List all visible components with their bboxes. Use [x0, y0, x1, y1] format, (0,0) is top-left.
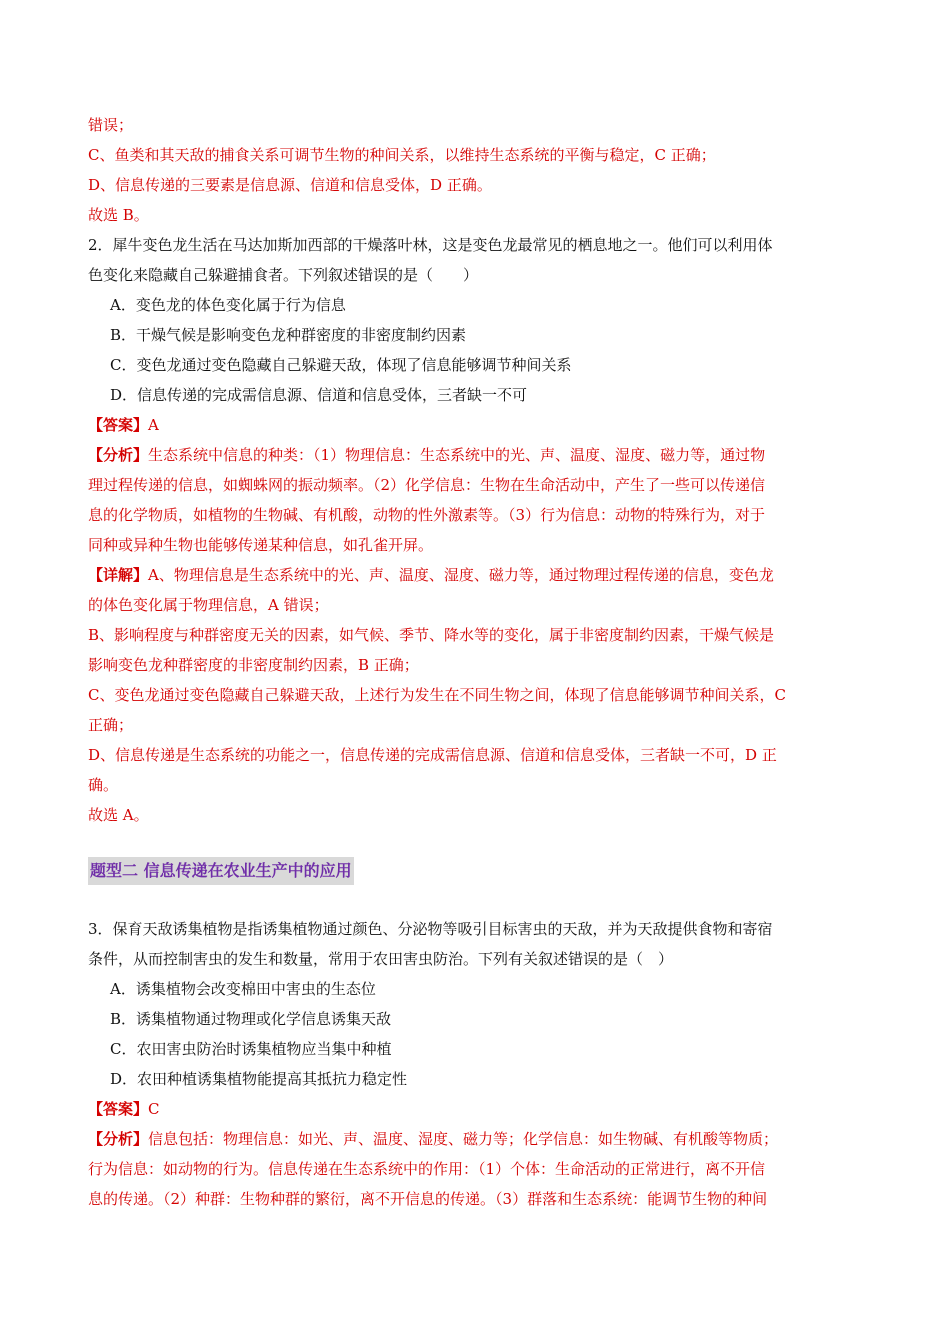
previous-explanation	[88, 110, 863, 230]
detail-line: 影响变色龙种群密度的非密度制约因素，B 正确；	[88, 656, 419, 674]
detail-line: 故选 A。	[88, 806, 149, 824]
detail-line: 正确；	[88, 716, 134, 734]
answer-tag: 【答案】	[88, 416, 149, 434]
question-2	[88, 230, 863, 830]
question-stem-line: 2．犀牛变色龙生活在马达加斯加西部的干燥落叶林，这是变色龙最常见的栖息地之一。他们可以利用体	[88, 236, 773, 254]
detail-line: D、信息传递是生态系统的功能之一，信息传递的完成需信息源、信道和信息受体，三者缺一不可，D 正	[88, 746, 777, 764]
analysis-line: 息的化学物质，如植物的生物碱、有机酸，动物的性外激素等。（3）行为信息：动物的特殊行为，对于	[88, 506, 766, 524]
analysis-line: 理过程传递的信息，如蜘蛛网的振动频率。（2）化学信息：生物在生命活动中，产生了一些可以传递信	[88, 476, 766, 494]
detail-line: C、变色龙通过变色隐藏自己躲避天敌，上述行为发生在不同生物之间，体现了信息能够调节种间关系，C	[88, 686, 786, 704]
option-c: C．变色龙通过变色隐藏自己躲避天敌，体现了信息能够调节种间关系	[110, 356, 572, 374]
question-stem-line: 3．保育天敌诱集植物是指诱集植物通过颜色、分泌物等吸引目标害虫的天敌，并为天敌提供食物和寄宿	[88, 920, 773, 938]
text-line: 故选 B。	[88, 206, 149, 224]
analysis-text: 信息包括：物理信息：如光、声、温度、湿度、磁力等；化学信息：如生物碱、有机酸等物质；	[148, 1130, 779, 1148]
analysis-line	[88, 1124, 863, 1154]
detail-line: 的体色变化属于物理信息，A 错误；	[88, 596, 329, 614]
detail-line	[88, 560, 863, 590]
answer-line	[88, 1094, 863, 1124]
answer-line	[88, 410, 863, 440]
analysis-line: 息的传递。（2）种群：生物种群的繁衍，离不开信息的传递。（3）群落和生态系统：能调节生物的种间	[88, 1190, 768, 1208]
detail-line: B、影响程度与种群密度无关的因素，如气候、季节、降水等的变化，属于非密度制约因素，干燥气候是	[88, 626, 775, 644]
answer-value: A	[148, 416, 159, 434]
analysis-text: 生态系统中信息的种类：（1）物理信息：生态系统中的光、声、温度、湿度、磁力等，通过物	[148, 446, 766, 464]
option-c: C．农田害虫防治时诱集植物应当集中种植	[110, 1040, 392, 1058]
option-a: A．变色龙的体色变化属于行为信息	[110, 296, 346, 314]
option-d: D．信息传递的完成需信息源、信道和信息受体，三者缺一不可	[110, 386, 528, 404]
analysis-tag: 【分析】	[88, 1130, 149, 1148]
detail-line: 确。	[88, 776, 119, 794]
option-a: A．诱集植物会改变棉田中害虫的生态位	[110, 980, 376, 998]
detail-text: A、物理信息是生态系统中的光、声、温度、湿度、磁力等，通过物理过程传递的信息，变色龙	[148, 566, 774, 584]
option-b: B．诱集植物通过物理或化学信息诱集天敌	[110, 1010, 392, 1028]
detail-tag: 【详解】	[88, 566, 149, 584]
question-3	[88, 914, 863, 1214]
question-stem-line: 条件，从而控制害虫的发生和数量，常用于农田害虫防治。下列有关叙述错误的是（ ）	[88, 950, 674, 968]
answer-tag: 【答案】	[88, 1100, 149, 1118]
text-line: 错误；	[88, 116, 134, 134]
section-heading: 题型二 信息传递在农业生产中的应用	[88, 857, 354, 885]
text-line: C、鱼类和其天敌的捕食关系可调节生物的种间关系，以维持生态系统的平衡与稳定，C 正确；	[88, 146, 716, 164]
analysis-tag: 【分析】	[88, 446, 149, 464]
text-line: D、信息传递的三要素是信息源、信道和信息受体，D 正确。	[88, 176, 492, 194]
analysis-line	[88, 440, 863, 470]
analysis-line: 同种或异种生物也能够传递某种信息，如孔雀开屏。	[88, 536, 434, 554]
option-d: D．农田种植诱集植物能提高其抵抗力稳定性	[110, 1070, 408, 1088]
answer-value: C	[148, 1100, 160, 1118]
analysis-line: 行为信息：如动物的行为。信息传递在生态系统中的作用：（1）个体：生命活动的正常进行，离不开信	[88, 1160, 766, 1178]
question-stem-line: 色变化来隐藏自己躲避捕食者。下列叙述错误的是（ ）	[88, 266, 479, 284]
option-b: B．干燥气候是影响变色龙种群密度的非密度制约因素	[110, 326, 467, 344]
